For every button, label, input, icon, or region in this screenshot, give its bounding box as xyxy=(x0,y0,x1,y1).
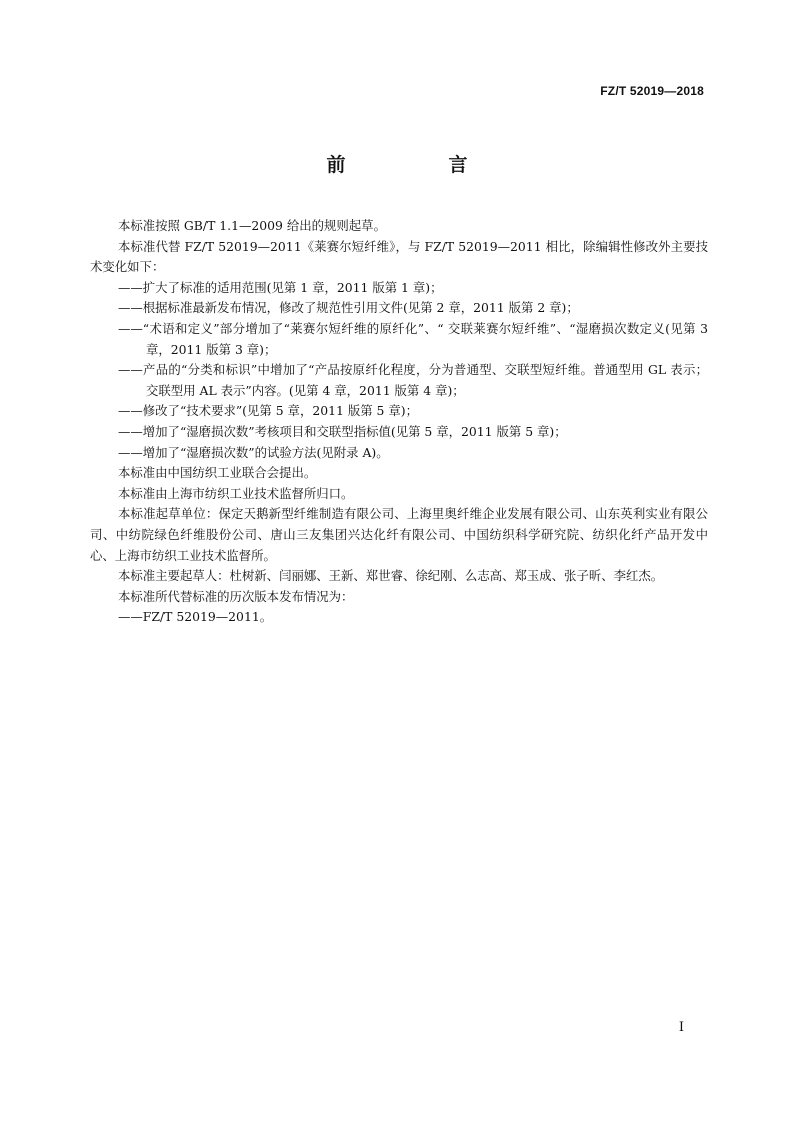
page-number: I xyxy=(678,1020,684,1035)
paragraph-drafting-units: 本标准起草单位：保定天鹅新型纤维制造有限公司、上海里奥纤维企业发展有限公司、山东英利实业有限公司、中纺院绿色纤维股份公司、唐山三友集团兴达化纤有限公司、中国纺织科学研究院、纺织化纤产品开发中心、上海市纺织工业技术监督所。 xyxy=(90,506,708,563)
change-item: ——增加了“湿磨损次数”的试验方法(见附录 A)。 xyxy=(118,444,389,460)
paragraph-drafters: 本标准主要起草人：杜树新、闫丽娜、王新、郑世睿、徐纪刚、么志高、郑玉成、张子昕、李红杰。 xyxy=(118,568,664,584)
page-title: 前 言 xyxy=(326,154,510,176)
change-item: ——扩大了标准的适用范围(见第 1 章，2011 版第 1 章)； xyxy=(118,279,443,295)
paragraph-replacement: 本标准代替 FZ/T 52019—2011《莱赛尔短纤维》，与 FZ/T 52019—2011 相比，除编辑性修改外主要技术变化如下： xyxy=(90,238,708,275)
foreword-body xyxy=(90,216,708,628)
paragraph-proposed-by: 本标准由中国纺织工业联合会提出。 xyxy=(118,465,317,481)
document-code: FZ/T 52019—2018 xyxy=(600,84,704,98)
change-item: ——根据标准最新发布情况，修改了规范性引用文件(见第 2 章，2011 版第 2 章)； xyxy=(118,300,579,316)
paragraph-history: 本标准所代替标准的历次版本发布情况为： xyxy=(118,588,354,604)
history-item: ——FZ/T 52019—2011。 xyxy=(118,609,273,625)
change-item: ——“术语和定义”部分增加了“莱赛尔短纤维的原纤化”、“ 交联莱赛尔短纤维”、“湿磨损次数定义(见第 3 章，2011 版第 3 章)； xyxy=(118,320,708,357)
paragraph-centralized-by: 本标准由上海市纺织工业技术监督所归口。 xyxy=(118,485,354,501)
change-item: ——修改了“技术要求”(见第 5 章，2011 版第 5 章)； xyxy=(118,403,418,419)
change-item: ——增加了“湿磨损次数”考核项目和交联型指标值(见第 5 章，2011 版第 5 章)； xyxy=(118,423,567,439)
change-item: ——产品的“分类和标识”中增加了“产品按原纤化程度，分为普通型、交联型短纤维。普通型用 GL 表示；交联型用 AL 表示”内容。(见第 4 章，2011 版第 4 章)； xyxy=(118,362,708,398)
paragraph-drafting-rules: 本标准按照 GB/T 1.1—2009 给出的规则起草。 xyxy=(118,218,386,233)
